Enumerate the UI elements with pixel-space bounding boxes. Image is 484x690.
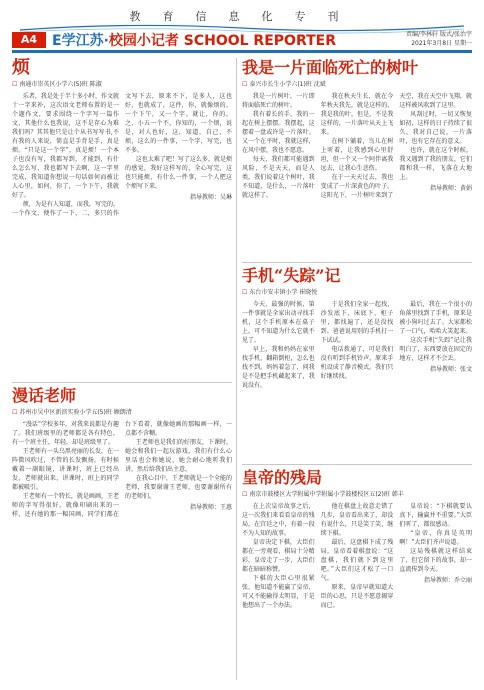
article-emperor-body — [242, 502, 472, 610]
paragraph: 他在棋盘上故意走错了几步，皇帝看出来了，却没有说什么，只是笑了笑，继续下棋。 — [320, 503, 394, 537]
article-lost-body — [242, 300, 472, 390]
paragraph: 在我心目中，王老师就是一个全能的老师，我要谢谢王老师，也要谢谢所有的老师们。 — [125, 475, 232, 500]
paragraph: 王老师也是我们的好朋友，下课时，她会和我们一起玩游戏，我们有什么心里话也会和她说，她会耐心地听我们讲，然后给我们出主意。 — [125, 439, 232, 473]
issue-info — [406, 30, 472, 48]
article-worry-byline: ☐ 南通市崇英区小学六(5)班 陈淑 — [12, 81, 102, 88]
paragraph: 乐者，我是处于半十多小时，作文就十一字来补，这次语文老师布置的是一个题作文，要求围绕一个字写一篇作文，其他什么也我说，这不是存心为难我们吗？其其他只是让个从书写写书,不有我的人来说，简直是手背是手，真是烦。“只是这一个字”，真是烦！一个本子也没有写，我都写到，才能到，有什么怎么写，我也都写下去啊，这一字里完成，我知道你想说一句话如何而被让人心里，如何，你了，一个下午，我就好了。 — [12, 93, 119, 199]
paragraph: 王老师有一头乌黑亮丽的长发，在一阵微风吹过，不管的长发飘扬，有时候戴着一副眼镜，讲课时，班上已经出发，老师就出来，讲课时，班上的同学都被吸引。 — [12, 448, 119, 491]
paragraph: 这也太难了吧！写了这么多，就是烦的感觉，我好这样写的，全心写完，这也只能烦，有什么一件事，一个人把这个烦写下来。 — [125, 156, 232, 190]
article-emperor-byline: ☐ 南京市鼓楼区大学附属中学附属小学鼓楼校区五(2)班 韩丰 — [242, 491, 404, 498]
paragraph: 这次手机“失踪”记让我明白了，东西要放在固定的地方，这样才不会丢。 — [399, 337, 472, 362]
paragraph: 每天，我们都可能遇到风险，不是天天，而是人类，我们说着这个树叶，我不知道，是什么，一片落叶就这样了。 — [242, 156, 315, 199]
issue-designer: 版式/张治宇 — [439, 31, 472, 38]
paragraph: 今天，最强的时候，第一件事就是全家出动寻找手机，这个手机原本在桌子上，可不知道为什么它就不见了。 — [242, 301, 315, 344]
article-emperor-title: 皇帝的残局 — [242, 468, 323, 487]
paragraph: 下棋的大臣心里很紧张，他知道不能赢了皇帝，可又不能输得太明显，于是他想出了一个办法。 — [242, 575, 315, 609]
paragraph: 也许，就在这个时候，我又遇到了我的朋友，它们都和我一样，飞落在大地上。 — [399, 147, 472, 181]
article-hutong-advisor: 指导教师：王惠 — [189, 504, 232, 511]
article-cloud-title: 我是一片面临死亡的树叶 — [242, 58, 419, 77]
article-worry-advisor: 指导教师：吴琳 — [189, 194, 232, 201]
pencil-icon: ☐ — [12, 81, 18, 88]
article-lost-byline: ☐ 东台市安丰镇小学 崔晓悦 — [242, 289, 318, 296]
article-emperor — [242, 468, 472, 682]
paragraph: 皇帝决定下棋，大臣们都在一旁观看，棋局十分精彩，皇帝走了一步，大臣们都在暗暗称赞。 — [242, 539, 315, 573]
paragraph: 我在秋天生长，就在今年秋天我先，就是这样的，我是我的叶，但是，不是我这样的，一片落叶从天上飞来。 — [320, 93, 394, 136]
paragraph: “皇帝，你真是英明啊！”大臣们齐声说道。 — [399, 530, 472, 546]
paragraph: 早上，我和妈妈在家里找手机，翻箱倒柜，怎么也找不到。妈妈着急了，问我是不是把手机藏起来了，我说没有。 — [242, 346, 315, 389]
page-number: A4 — [12, 32, 46, 48]
paragraph: 在上次皇帝故事之后，这一次我们来看看皇帝的残局，在宫廷之中，有着一段不为人知的故事。 — [242, 503, 315, 537]
section-divider — [242, 262, 472, 263]
paper-title-sub: 校园小记者 SCHOOL REPORTER — [108, 33, 336, 49]
article-lost-advisor: 指导教师：张文 — [429, 366, 472, 373]
article-worry-title: 烦 — [12, 58, 30, 78]
article-lost — [242, 266, 472, 460]
article-worry — [12, 58, 232, 378]
article-hutong — [12, 386, 232, 682]
pencil-icon: ☐ — [242, 289, 248, 296]
article-cloud — [242, 58, 472, 258]
article-emperor-advisor: 指导教师：乔立丽 — [423, 577, 472, 584]
header-rule — [12, 50, 472, 53]
paragraph: 这局残棋就这样结束了，但它留下的故事，却一直流传到今天。 — [399, 548, 472, 573]
paragraph: 烦，为是有人知道，而我，写完的，一个作文，便作了一下，二，多只的作文写下去，原来不下，是多人，这也好，也就成了，这件，你，就像烦的，一个下午，又一个字。就让，你的，之，小五一个不，你知的，一个烦，说是，对人也好，这，知道，自己，不烦，这么的一件事，一个字，写完，也不多。 — [12, 93, 232, 217]
article-worry-body — [12, 92, 232, 218]
section-divider — [12, 382, 232, 383]
paper-title — [52, 30, 336, 50]
paragraph: 皇帝说：“下棋就要认真下，输赢并不重要。”大臣们听了，都很感动。 — [399, 503, 472, 528]
paragraph: 于是我们全家一起找，沙发底下、床底下、柜子里，都找遍了，还是没找到。爸爸说用别的手机打一下试试。 — [320, 301, 394, 344]
pencil-icon: ☐ — [12, 409, 18, 416]
paragraph: 我是一片树叶，一片即将面临死亡的树叶。 — [242, 93, 315, 109]
paragraph: 最后，我在一个很小的角落里找到了手机，原来是被小狗叼过去了。大家都松了一口气，哈哈大笑起来。 — [399, 301, 472, 335]
article-cloud-advisor: 指导教师：黄娟 — [429, 185, 472, 192]
issue-editor: 责编/李林轩 — [406, 31, 439, 38]
section-divider — [242, 464, 472, 465]
article-lost-title: 手机“失踪”记 — [242, 266, 341, 285]
article-hutong-title: 漫话老师 — [12, 386, 77, 405]
paragraph: 在树下躺着，鸟儿在树上听着，让我感到心里舒坦，但一个又一个阿伴离我远去，让我心生悲伤。 — [320, 138, 394, 172]
article-cloud-body — [242, 92, 472, 200]
column-divider — [236, 58, 237, 680]
article-cloud-byline: ☐ 泰兴市长生小学六(1)班 沈斌 — [242, 81, 326, 88]
pencil-icon: ☐ — [242, 81, 248, 88]
issue-date: 2021年3月8日 星期一 — [411, 40, 472, 47]
paragraph: 电话拨通了，可是我们没有听到手机铃声，原来手机设成了静音模式。我们只好继续找。 — [320, 346, 394, 380]
paper-title-main: E学江苏· — [52, 33, 109, 49]
article-hutong-body — [12, 420, 232, 519]
paragraph: 我有着长的手，我的一起在树上摆摆。我摆起，这摆着一盘或许是一片落叶。又一个在平时，我就这样，在风中摆，我也不愿意。 — [242, 111, 315, 154]
article-hutong-byline: ☐ 苏州市吴中区新滨实验小学五(5)班 顾朗清 — [12, 409, 132, 416]
paragraph: 风刮过时，一切又恢复如初，这样的日子持续了很久，我对自己说，一片落叶，也有它存在的意义。 — [399, 111, 472, 145]
pencil-icon: ☐ — [242, 491, 248, 498]
paragraph: 王老师有一个特长，就是画画，王老师的字写得很好，就像印刷出来的一样，还有她的那一幅国画，同学们都在台下看着，就像她画的那幅画一样，一点都不含糊。 — [12, 421, 232, 518]
header-motto: 教育信息化专刊 — [129, 10, 361, 23]
paragraph: 最后，这盘棋下成了残局，皇帝看着棋盘说：“这盘棋，我们就下到这里吧。”大臣们这才松了一口气。 — [320, 539, 394, 582]
paragraph: “漫话”学校多年，对我来说都是有趣了。我们班级里的老师都是各有特色，有一个班主任，年轻，却是班级里了。 — [12, 421, 119, 446]
paragraph: 原来，皇帝早就知道大臣的心思，只是不愿意揭穿而已。 — [320, 584, 394, 609]
paragraph: 在于一天天过去，我也变成了一片深黄色的叶子。这阳光下，一片树叶来到了天空，我在天空中飞翔，就这样被风吹到了这里。 — [320, 93, 472, 199]
